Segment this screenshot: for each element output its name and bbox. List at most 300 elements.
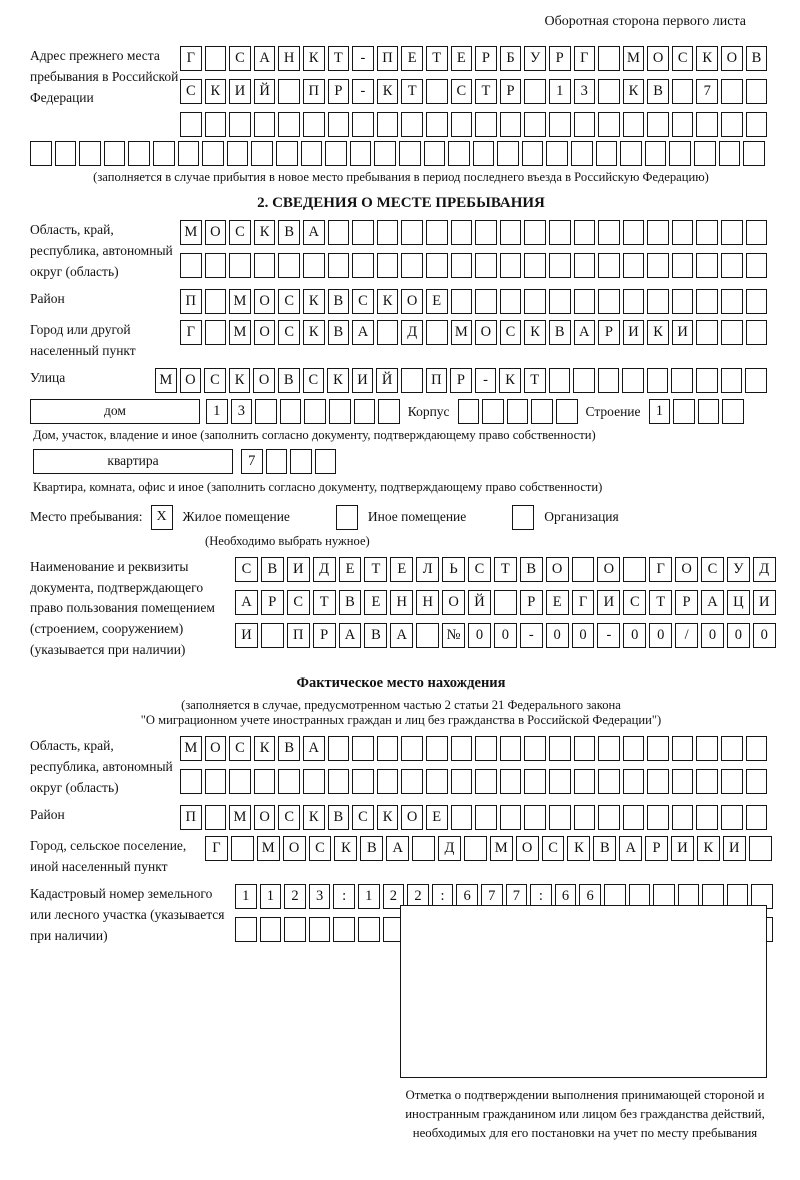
char-cell <box>623 769 645 794</box>
char-cell <box>524 736 546 761</box>
char-cell <box>278 79 300 104</box>
char-cell <box>573 368 595 393</box>
char-cell <box>721 289 743 314</box>
char-cell <box>104 141 126 166</box>
char-cell <box>378 399 400 424</box>
street-label: Улица <box>30 369 66 385</box>
char-cell: П <box>180 289 202 314</box>
char-cell: Е <box>401 46 423 71</box>
char-cell: И <box>623 320 645 345</box>
char-cell <box>354 399 376 424</box>
char-cell <box>412 836 435 861</box>
char-cell <box>303 253 325 278</box>
char-cell: М <box>623 46 645 71</box>
char-cell <box>524 805 546 830</box>
char-cell <box>596 141 618 166</box>
char-cell <box>254 253 276 278</box>
char-cell <box>426 220 448 245</box>
char-cell: О <box>401 805 423 830</box>
city-label: Город или другой населенный пункт <box>30 321 136 358</box>
char-cell: С <box>303 368 325 393</box>
char-cell: Г <box>574 46 596 71</box>
char-cell: Р <box>675 590 698 615</box>
char-cell <box>549 769 571 794</box>
char-cell <box>696 736 718 761</box>
char-cell <box>671 368 693 393</box>
char-cell <box>507 399 529 424</box>
char-cell: 3 <box>309 884 331 909</box>
char-cell <box>475 769 497 794</box>
char-cell <box>451 220 473 245</box>
char-cell: М <box>229 805 251 830</box>
char-cell <box>205 253 227 278</box>
char-cell: М <box>155 368 177 393</box>
char-cell: О <box>401 289 423 314</box>
char-cell: Б <box>500 46 522 71</box>
char-cell: В <box>549 320 571 345</box>
char-cell: Р <box>520 590 543 615</box>
char-cell <box>473 141 495 166</box>
char-cell <box>261 623 284 648</box>
char-cell: Й <box>254 79 276 104</box>
document-row-1 <box>235 557 776 582</box>
apartment-box: квартира <box>33 449 233 474</box>
char-cell <box>475 736 497 761</box>
char-cell: 2 <box>284 884 306 909</box>
char-cell <box>328 736 350 761</box>
char-cell: Р <box>313 623 336 648</box>
char-cell: Д <box>313 557 336 582</box>
char-cell <box>205 805 227 830</box>
char-cell <box>746 220 768 245</box>
char-cell <box>55 141 77 166</box>
char-cell: Р <box>549 46 571 71</box>
char-cell: Р <box>261 590 284 615</box>
char-cell: М <box>229 289 251 314</box>
char-cell <box>672 805 694 830</box>
char-cell: И <box>672 320 694 345</box>
char-cell <box>426 769 448 794</box>
char-cell <box>328 220 350 245</box>
char-cell: В <box>261 557 284 582</box>
street-row <box>155 368 767 393</box>
char-cell <box>598 79 620 104</box>
char-cell: С <box>623 590 646 615</box>
char-cell <box>620 141 642 166</box>
char-cell <box>721 112 743 137</box>
char-cell <box>721 320 743 345</box>
char-cell <box>672 769 694 794</box>
char-cell: С <box>229 220 251 245</box>
char-cell: 0 <box>623 623 646 648</box>
char-cell <box>251 141 273 166</box>
char-cell: О <box>254 805 276 830</box>
char-cell: 0 <box>727 623 750 648</box>
char-cell <box>721 79 743 104</box>
char-cell <box>647 769 669 794</box>
char-cell: А <box>303 220 325 245</box>
char-cell: Г <box>572 590 595 615</box>
char-cell <box>622 368 644 393</box>
char-cell <box>524 220 546 245</box>
actual-city-row <box>205 836 772 861</box>
char-cell: К <box>303 320 325 345</box>
char-cell: П <box>426 368 448 393</box>
char-cell <box>696 769 718 794</box>
char-cell: - <box>520 623 543 648</box>
char-cell: 3 <box>574 79 596 104</box>
char-cell <box>745 368 767 393</box>
apartment-note: Квартира, комната, офис и иное (заполнить согласно документу, подтверждающему право собственности) <box>33 479 603 494</box>
char-cell <box>401 769 423 794</box>
char-cell: О <box>597 557 620 582</box>
char-cell <box>325 141 347 166</box>
char-cell: А <box>386 836 409 861</box>
char-cell <box>722 399 744 424</box>
actual-location-title: Фактическое место нахождения <box>296 675 506 692</box>
char-cell: С <box>287 590 310 615</box>
char-cell: - <box>597 623 620 648</box>
cadastral-label: Кадастровый номер земельного или лесного участка (указывается при наличии) <box>30 885 225 943</box>
char-cell: К <box>229 368 251 393</box>
char-cell: 1 <box>235 884 257 909</box>
char-cell <box>647 736 669 761</box>
char-cell <box>698 399 720 424</box>
char-cell: - <box>475 368 497 393</box>
char-cell: В <box>746 46 768 71</box>
char-cell: А <box>254 46 276 71</box>
char-cell: Р <box>328 79 350 104</box>
char-cell: У <box>727 557 750 582</box>
char-cell: С <box>229 736 251 761</box>
char-cell <box>549 736 571 761</box>
char-cell: С <box>468 557 491 582</box>
char-cell: Ц <box>727 590 750 615</box>
char-cell <box>128 141 150 166</box>
char-cell: С <box>229 46 251 71</box>
region-block <box>30 220 772 283</box>
char-cell: С <box>278 320 300 345</box>
char-cell <box>475 805 497 830</box>
char-cell: 0 <box>572 623 595 648</box>
char-cell <box>598 112 620 137</box>
char-cell: К <box>377 289 399 314</box>
char-cell <box>399 141 421 166</box>
stay-type-option-other: Иное помещение <box>367 509 467 525</box>
char-cell: О <box>516 836 539 861</box>
char-cell: А <box>701 590 724 615</box>
char-cell <box>673 399 695 424</box>
char-cell <box>358 917 380 942</box>
char-cell: Т <box>524 368 546 393</box>
previous-address-label: Адрес прежнего места пребывания в Российской Федерации <box>30 48 179 105</box>
char-cell <box>746 805 768 830</box>
char-cell <box>426 320 448 345</box>
char-cell <box>416 623 439 648</box>
char-cell <box>574 112 596 137</box>
char-cell <box>260 917 282 942</box>
char-cell <box>531 399 553 424</box>
char-cell <box>598 46 620 71</box>
char-cell: К <box>697 836 720 861</box>
char-cell <box>524 289 546 314</box>
stay-type-checkbox-organization <box>512 505 534 530</box>
char-cell: С <box>451 79 473 104</box>
char-cell: 6 <box>456 884 478 909</box>
char-cell: В <box>328 805 350 830</box>
char-cell: В <box>364 623 387 648</box>
char-cell <box>426 253 448 278</box>
char-cell <box>746 112 768 137</box>
char-cell: Р <box>645 836 668 861</box>
char-cell <box>571 141 593 166</box>
char-cell: М <box>257 836 280 861</box>
actual-location-note-line1: (заполняется в случае, предусмотренном частью 2 статьи 21 Федерального закона <box>181 698 621 713</box>
document-label: Наименование и реквизиты документа, подтверждающего право пользования помещением (строением, сооружением) (указывается при наличии) <box>30 558 215 658</box>
char-cell: Р <box>450 368 472 393</box>
char-cell: Р <box>475 46 497 71</box>
char-cell <box>549 368 571 393</box>
char-cell: А <box>339 623 362 648</box>
char-cell: : <box>432 884 454 909</box>
char-cell: 0 <box>546 623 569 648</box>
char-cell: О <box>647 46 669 71</box>
char-cell <box>574 736 596 761</box>
char-cell <box>546 141 568 166</box>
char-cell: В <box>647 79 669 104</box>
char-cell: В <box>339 590 362 615</box>
char-cell <box>401 112 423 137</box>
char-cell <box>672 736 694 761</box>
actual-district-row <box>180 805 767 830</box>
char-cell <box>328 253 350 278</box>
char-cell <box>647 805 669 830</box>
char-cell <box>235 917 257 942</box>
char-cell: В <box>278 736 300 761</box>
city-block <box>30 320 772 362</box>
char-cell <box>696 805 718 830</box>
stay-type-option-organization: Организация <box>544 509 619 525</box>
char-cell <box>500 769 522 794</box>
char-cell <box>721 253 743 278</box>
char-cell: 3 <box>231 399 253 424</box>
char-cell <box>574 253 596 278</box>
char-cell <box>500 220 522 245</box>
char-cell: С <box>309 836 332 861</box>
char-cell <box>451 805 473 830</box>
char-cell <box>350 141 372 166</box>
char-cell <box>746 289 768 314</box>
char-cell <box>202 141 224 166</box>
char-cell <box>574 220 596 245</box>
document-row-3 <box>235 623 776 648</box>
char-cell <box>266 449 288 474</box>
char-cell: К <box>327 368 349 393</box>
char-cell: О <box>205 220 227 245</box>
char-cell: И <box>229 79 251 104</box>
char-cell: Г <box>649 557 672 582</box>
char-cell <box>696 112 718 137</box>
char-cell <box>500 736 522 761</box>
char-cell <box>647 368 669 393</box>
char-cell <box>451 769 473 794</box>
char-cell <box>743 141 765 166</box>
char-cell: Е <box>546 590 569 615</box>
previous-address-row-3 <box>180 112 767 137</box>
char-cell <box>377 220 399 245</box>
char-cell <box>328 112 350 137</box>
char-cell: В <box>360 836 383 861</box>
char-cell: П <box>303 79 325 104</box>
korpus-cells <box>458 399 578 424</box>
char-cell: 0 <box>753 623 776 648</box>
actual-district-block <box>30 805 772 830</box>
stay-type-option-residential: Жилое помещение <box>182 509 290 525</box>
char-cell: О <box>253 368 275 393</box>
char-cell <box>377 253 399 278</box>
house-box: дом <box>30 399 200 424</box>
char-cell <box>694 141 716 166</box>
char-cell: Т <box>494 557 517 582</box>
char-cell: Е <box>339 557 362 582</box>
char-cell <box>647 253 669 278</box>
char-cell: С <box>204 368 226 393</box>
district-row <box>180 289 767 314</box>
char-cell <box>721 736 743 761</box>
stroenie-label: Строение <box>585 403 641 419</box>
previous-address-block <box>30 46 772 137</box>
char-cell <box>377 320 399 345</box>
stay-type-block <box>30 505 772 530</box>
char-cell <box>426 736 448 761</box>
char-cell <box>303 769 325 794</box>
previous-address-row-1 <box>180 46 767 71</box>
char-cell <box>598 769 620 794</box>
char-cell <box>278 253 300 278</box>
char-cell <box>303 112 325 137</box>
char-cell: К <box>623 79 645 104</box>
char-cell: И <box>352 368 374 393</box>
char-cell: А <box>352 320 374 345</box>
char-cell <box>79 141 101 166</box>
char-cell <box>278 112 300 137</box>
char-cell <box>451 736 473 761</box>
char-cell: Р <box>500 79 522 104</box>
char-cell: Н <box>390 590 413 615</box>
char-cell <box>284 917 306 942</box>
char-cell <box>352 112 374 137</box>
char-cell <box>746 320 768 345</box>
char-cell: Т <box>649 590 672 615</box>
actual-city-label: Город, сельское поселение, иной населенный пункт <box>30 837 187 874</box>
char-cell <box>290 449 312 474</box>
char-cell: В <box>328 320 350 345</box>
page-corner-note: Оборотная сторона первого листа <box>544 14 746 29</box>
char-cell <box>623 805 645 830</box>
previous-address-note: (заполняется в случае прибытия в новое место пребывания в период последнего въезда в Российскую Федерацию) <box>93 170 709 184</box>
char-cell <box>401 368 423 393</box>
char-cell: П <box>287 623 310 648</box>
char-cell: А <box>303 736 325 761</box>
char-cell: 0 <box>468 623 491 648</box>
char-cell <box>401 736 423 761</box>
char-cell: К <box>254 220 276 245</box>
char-cell <box>549 112 571 137</box>
char-cell <box>672 112 694 137</box>
char-cell: К <box>647 320 669 345</box>
char-cell: 1 <box>206 399 228 424</box>
char-cell: А <box>619 836 642 861</box>
char-cell <box>623 557 646 582</box>
house-note: Дом, участок, владение и иное (заполнить согласно документу, подтверждающему право собственности) <box>33 427 596 442</box>
char-cell <box>524 253 546 278</box>
char-cell <box>574 805 596 830</box>
char-cell: М <box>490 836 513 861</box>
char-cell <box>458 399 480 424</box>
char-cell: Г <box>180 46 202 71</box>
char-cell <box>574 769 596 794</box>
char-cell <box>623 736 645 761</box>
char-cell: 2 <box>383 884 405 909</box>
char-cell: С <box>672 46 694 71</box>
char-cell <box>205 320 227 345</box>
char-cell <box>572 557 595 582</box>
char-cell <box>598 220 620 245</box>
document-block <box>30 557 772 662</box>
confirmation-stamp-caption: Отметка о подтверждении выполнения принимающей стороной и иностранным гражданином или лицом без гражданства действий, необходимых для его постановки на учет по месту пребывания <box>405 1088 765 1141</box>
char-cell: / <box>675 623 698 648</box>
char-cell: С <box>701 557 724 582</box>
char-cell <box>721 220 743 245</box>
char-cell <box>647 220 669 245</box>
char-cell <box>205 112 227 137</box>
char-cell <box>749 836 772 861</box>
char-cell <box>524 769 546 794</box>
stay-type-label: Место пребывания: <box>30 509 143 525</box>
char-cell <box>205 46 227 71</box>
street-block <box>30 368 772 393</box>
stay-type-checkbox-residential: X <box>151 505 173 530</box>
char-cell <box>494 590 517 615</box>
char-cell <box>309 917 331 942</box>
char-cell <box>647 289 669 314</box>
char-cell <box>645 141 667 166</box>
char-cell <box>746 769 768 794</box>
char-cell <box>205 769 227 794</box>
char-cell: О <box>254 289 276 314</box>
char-cell <box>352 736 374 761</box>
char-cell <box>696 220 718 245</box>
char-cell <box>328 769 350 794</box>
char-cell: Г <box>180 320 202 345</box>
char-cell: № <box>442 623 465 648</box>
char-cell <box>301 141 323 166</box>
char-cell: И <box>753 590 776 615</box>
char-cell <box>623 253 645 278</box>
char-cell: Р <box>598 320 620 345</box>
char-cell: 0 <box>701 623 724 648</box>
actual-city-block <box>30 836 772 878</box>
char-cell <box>669 141 691 166</box>
char-cell <box>556 399 578 424</box>
char-cell <box>746 79 768 104</box>
char-cell <box>333 917 355 942</box>
char-cell <box>623 220 645 245</box>
actual-region-row-1 <box>180 736 767 761</box>
char-cell <box>180 769 202 794</box>
char-cell <box>451 112 473 137</box>
char-cell <box>153 141 175 166</box>
